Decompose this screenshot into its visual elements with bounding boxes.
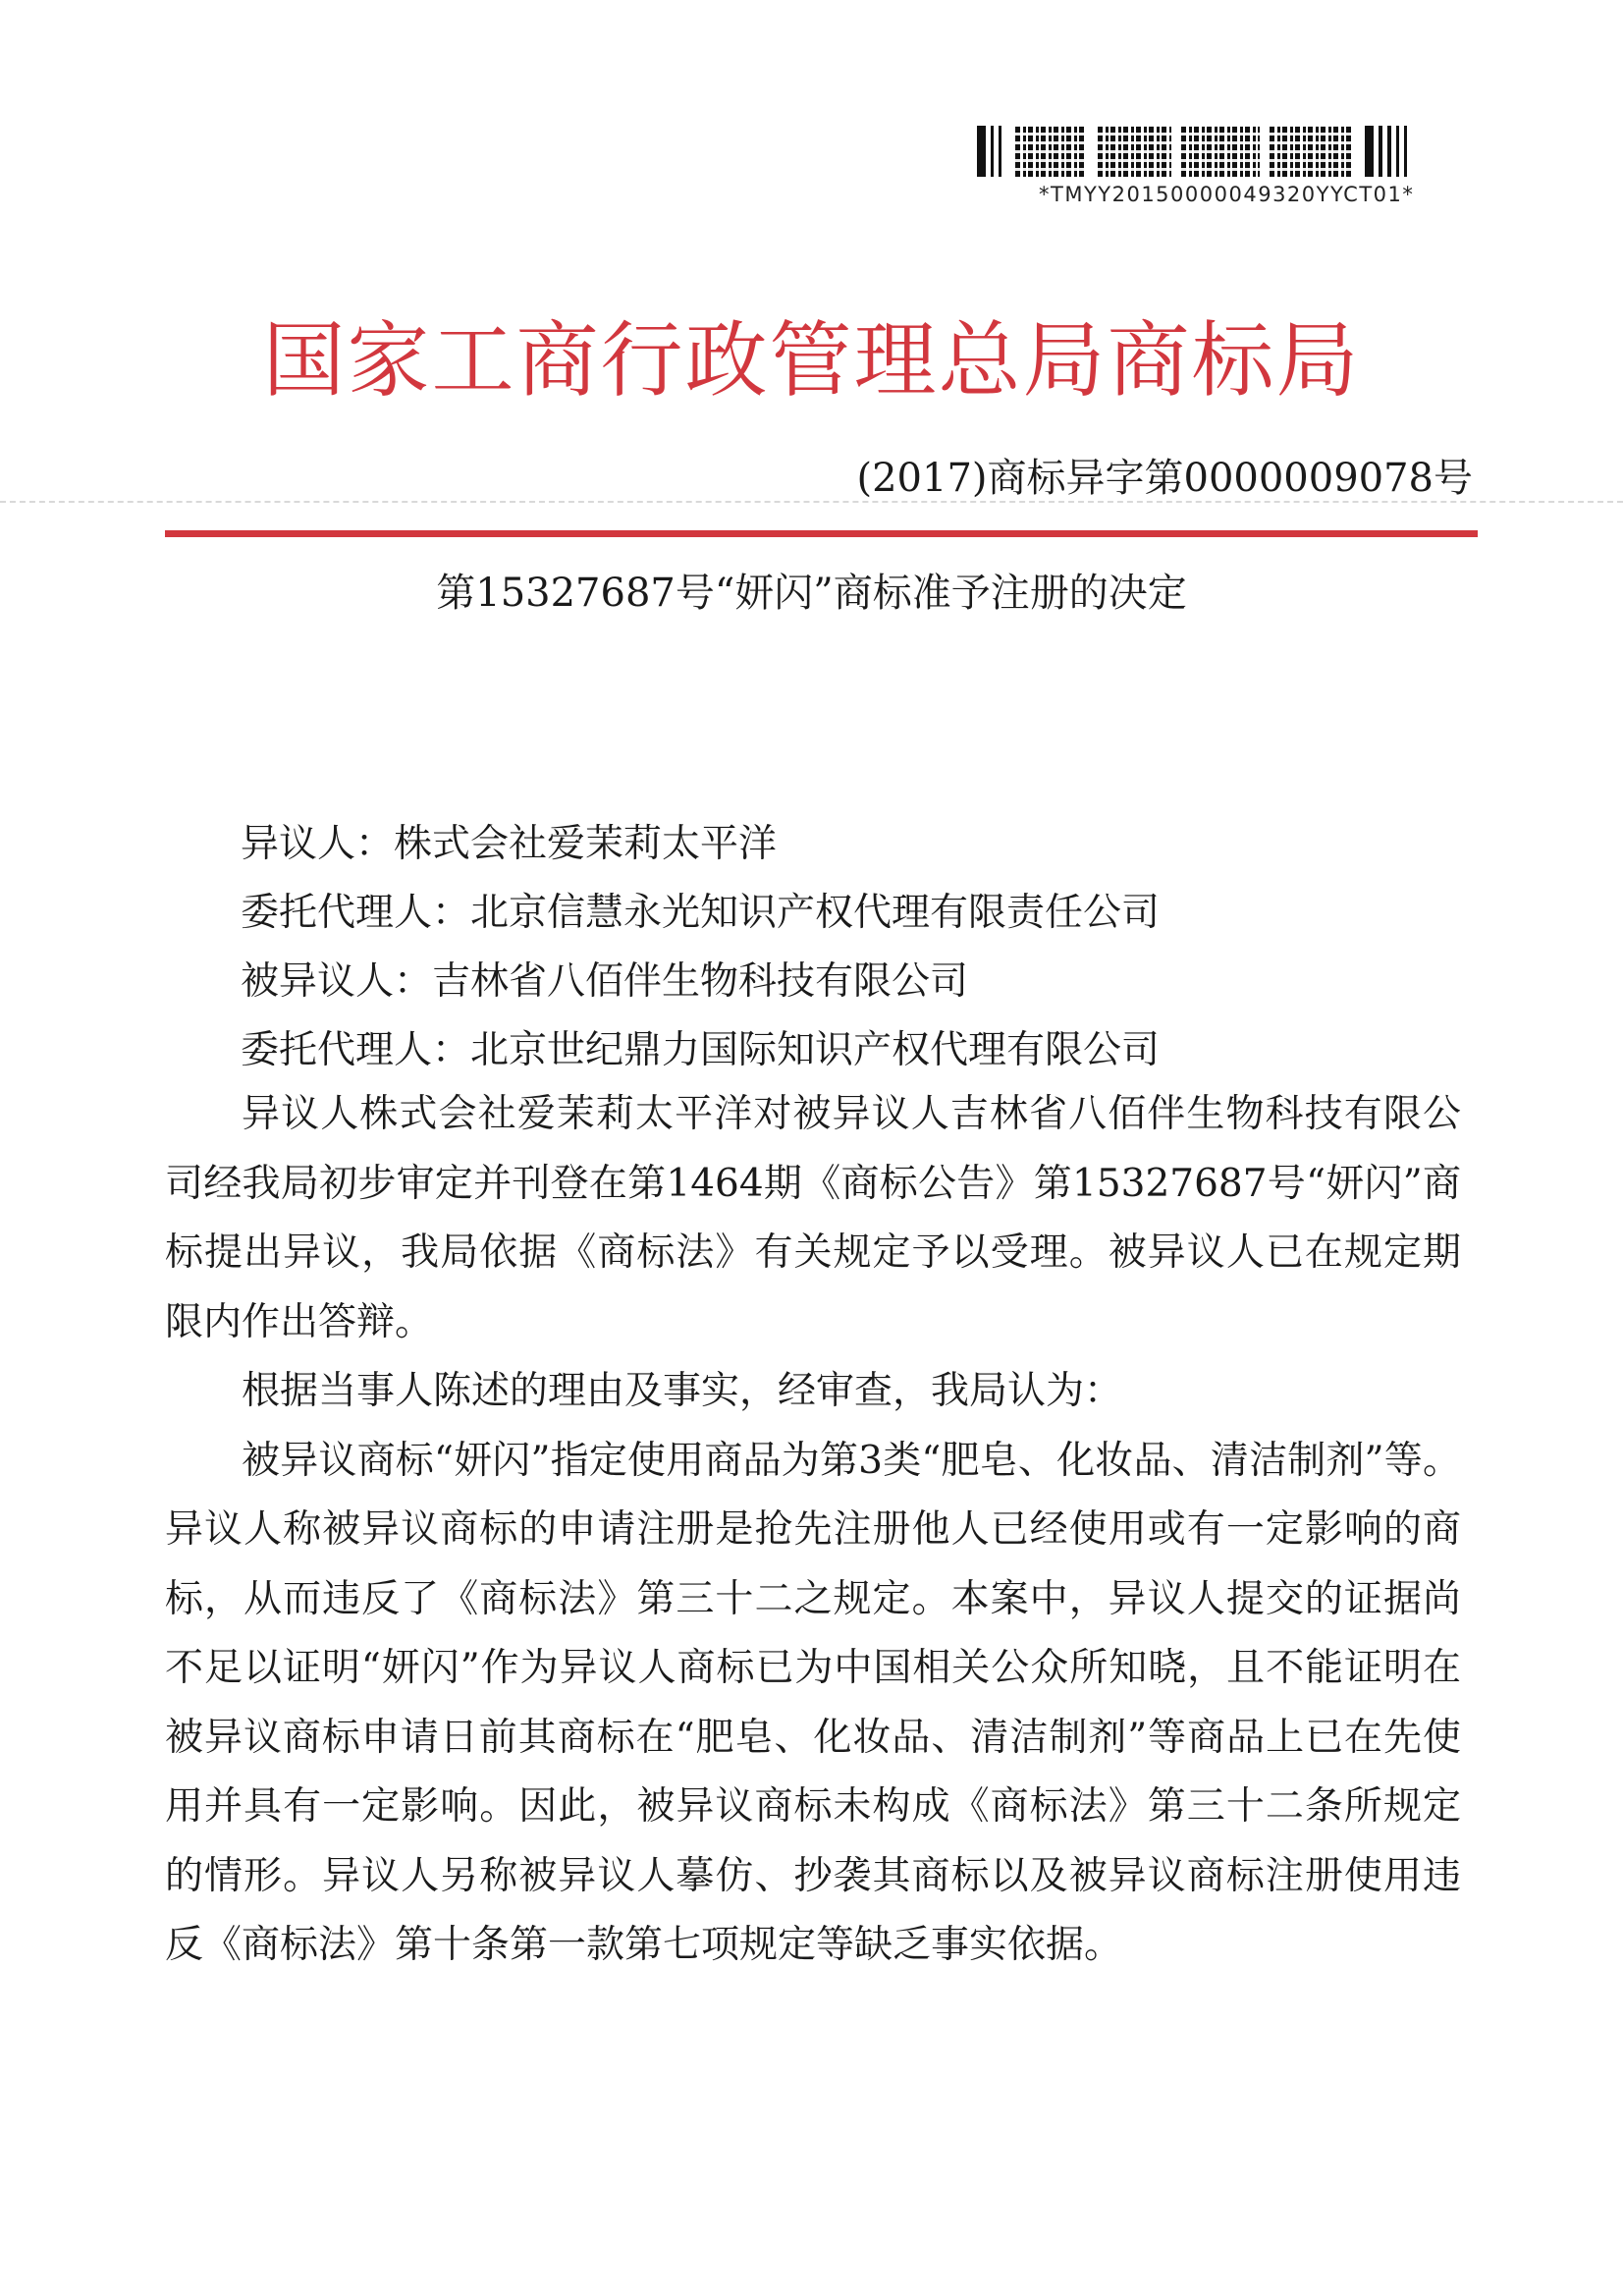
- document-title: 第15327687号“妍闪”商标准予注册的决定: [436, 571, 1187, 616]
- body-paragraph: 根据当事人陈述的理由及事实，经审查，我局认为：: [242, 1369, 1123, 1413]
- parties-list: [241, 810, 1160, 1085]
- document-number: (2017)商标异字第0000009078号: [856, 456, 1473, 501]
- party-line: 异议人：株式会社爱茉莉太平洋: [241, 822, 778, 866]
- party-line: 委托代理人：北京世纪鼎力国际知识产权代理有限公司: [241, 1028, 1161, 1072]
- scan-fold-line: [0, 501, 1623, 503]
- body-paragraph: 被异议商标“妍闪”指定使用商品为第3类“肥皂、化妆品、清洁制剂”等。异议人称被异议商标的申请注册是抢先注册他人已经使用或有一定影响的商标，从而违反了《商标法》第三十二之规定。本案中，异议人提交的证据尚不足以证明“妍闪”作为异议人商标已为中国相关公众所知晓，且不能证明在被异议商标申请日前其商标在“肥皂、化妆品、清洁制剂”等商品上已在先使用并具有一定影响。因此，被异议商标未构成《商标法》第三十二条所规定的情形。异议人另称被异议人摹仿、抄袭其商标以及被异议商标注册使用违反《商标法》第十条第一款第七项规定等缺乏事实依据。: [165, 1438, 1461, 1967]
- body-paragraph: 异议人株式会社爱茉莉太平洋对被异议人吉林省八佰伴生物科技有限公司经我局初步审定并刊登在第1464期《商标公告》第15327687号“妍闪”商标提出异议，我局依据《商标法》有关规定予以受理。被异议人已在规定期限内作出答辩。: [165, 1092, 1461, 1344]
- barcode-text: *TMYY20150000049320YYCT01*: [1039, 183, 1415, 206]
- decision-body: [165, 1080, 1461, 1981]
- agency-name: 国家工商行政管理总局商标局: [262, 312, 1361, 409]
- barcode: [977, 126, 1431, 177]
- party-line: 委托代理人：北京信慧永光知识产权代理有限责任公司: [241, 891, 1161, 935]
- red-divider: [165, 530, 1478, 537]
- party-line: 被异议人：吉林省八佰伴生物科技有限公司: [241, 959, 969, 1004]
